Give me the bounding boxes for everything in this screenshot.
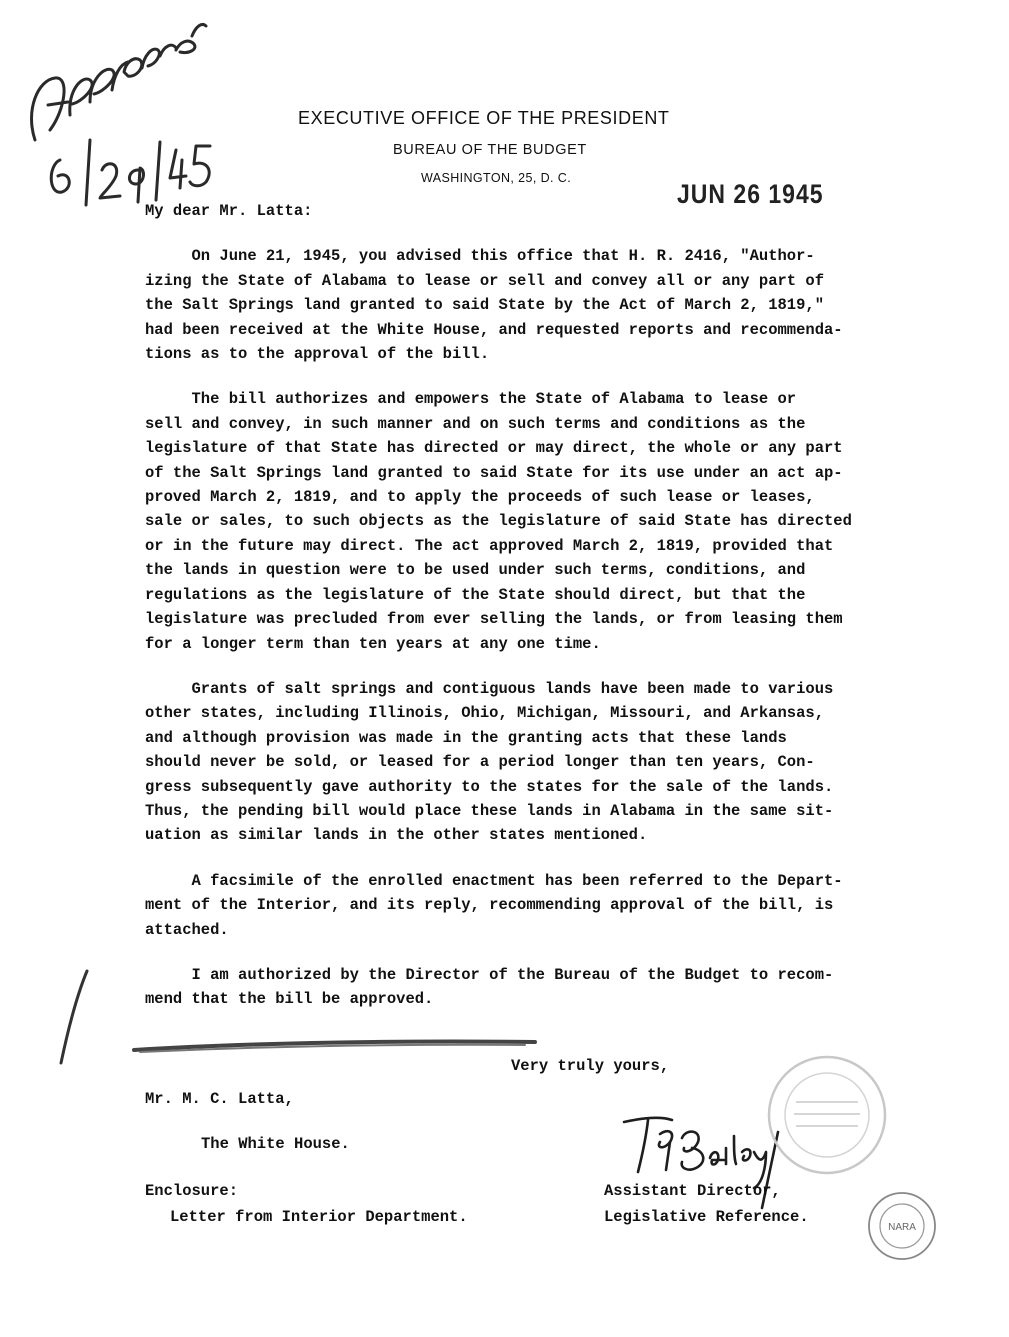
signer-block: [604, 1178, 809, 1230]
text-line: A facsimile of the enrolled enactment has been referred to the Depart-: [145, 871, 843, 890]
text-line: or in the future may direct. The act approved March 2, 1819, provided that: [145, 536, 834, 555]
signer-title: Assistant Director,: [604, 1182, 781, 1200]
letterhead-bureau: BUREAU OF THE BUDGET: [393, 142, 587, 158]
letter-body: [145, 199, 955, 1033]
text-line: regulations as the legislature of the State should direct, but that the: [145, 585, 806, 604]
text-line: On June 21, 1945, you advised this office that H. R. 2416, "Author-: [145, 247, 815, 266]
text-line: tions as to the approval of the bill.: [145, 345, 490, 364]
margin-pencil-mark: [55, 965, 95, 1070]
paragraph-4: [145, 869, 955, 942]
date-stamp: JUN 26 1945: [677, 178, 824, 209]
text-line: I am authorized by the Director of the Bureau of the Budget to recom-: [145, 965, 834, 984]
text-line: ment of the Interior, and its reply, recommending approval of the bill, is: [145, 896, 834, 915]
text-line: the lands in question were to be used under such terms, conditions, and: [145, 561, 806, 580]
paragraph-3: [145, 677, 955, 848]
text-line: legislature of that State has directed or may direct, the whole or any part: [145, 439, 843, 458]
text-line: sale or sales, to such objects as the legislature of said State has directed: [145, 512, 852, 531]
text-line: gress subsequently gave authority to the states for the sale of the lands.: [145, 777, 834, 796]
signer-division: Legislative Reference.: [604, 1208, 809, 1226]
letterhead-city: WASHINGTON, 25, D. C.: [421, 171, 572, 185]
addressee: [145, 1087, 350, 1156]
enclosure-item: Letter from Interior Department.: [170, 1208, 468, 1226]
text-line: The bill authorizes and empowers the State of Alabama to lease or: [145, 390, 797, 409]
letterhead-office: EXECUTIVE OFFICE OF THE PRESIDENT: [298, 108, 670, 128]
text-line: attached.: [145, 920, 229, 939]
closing: Very truly yours,: [511, 1057, 670, 1075]
paragraph-1: [145, 244, 955, 366]
text-line: izing the State of Alabama to lease or sell and convey all or any part of: [145, 271, 825, 290]
text-line: Thus, the pending bill would place these lands in Alabama in the same sit-: [145, 801, 834, 820]
addressee-place: The White House.: [201, 1135, 350, 1153]
archive-stamp-faded: [762, 1050, 892, 1180]
text-line: the Salt Springs land granted to said State by the Act of March 2, 1819,": [145, 296, 825, 315]
text-line: uation as similar lands in the other states mentioned.: [145, 826, 648, 845]
paragraph-5: [145, 963, 955, 1012]
archive-stamp-nara: [866, 1190, 938, 1262]
nara-stamp-text: NARA: [888, 1222, 916, 1233]
salutation: My dear Mr. Latta:: [145, 202, 313, 220]
text-line: other states, including Illinois, Ohio, Michigan, Missouri, and Arkansas,: [145, 704, 825, 723]
text-line: of the Salt Springs land granted to said State for its use under an act ap-: [145, 463, 843, 482]
enclosure-label: Enclosure:: [145, 1182, 239, 1200]
addressee-name: Mr. M. C. Latta,: [145, 1090, 294, 1108]
text-line: and although provision was made in the granting acts that these lands: [145, 728, 787, 747]
enclosure: [145, 1178, 468, 1230]
text-line: had been received at the White House, and requested reports and recommenda-: [145, 320, 843, 339]
underline-pencil-mark: [130, 1036, 540, 1058]
handwritten-approval-note: [20, 20, 220, 210]
text-line: legislature was precluded from ever selling the lands, or from leasing them: [145, 610, 843, 629]
text-line: proved March 2, 1819, and to apply the proceeds of such lease or leases,: [145, 488, 815, 507]
text-line: for a longer term than ten years at any one time.: [145, 634, 601, 653]
text-line: mend that the bill be approved.: [145, 990, 434, 1009]
paragraph-2: [145, 387, 955, 655]
text-line: sell and convey, in such manner and on such terms and conditions as the: [145, 414, 806, 433]
text-line: should never be sold, or leased for a period longer than ten years, Con-: [145, 753, 815, 772]
text-line: Grants of salt springs and contiguous lands have been made to various: [145, 679, 834, 698]
